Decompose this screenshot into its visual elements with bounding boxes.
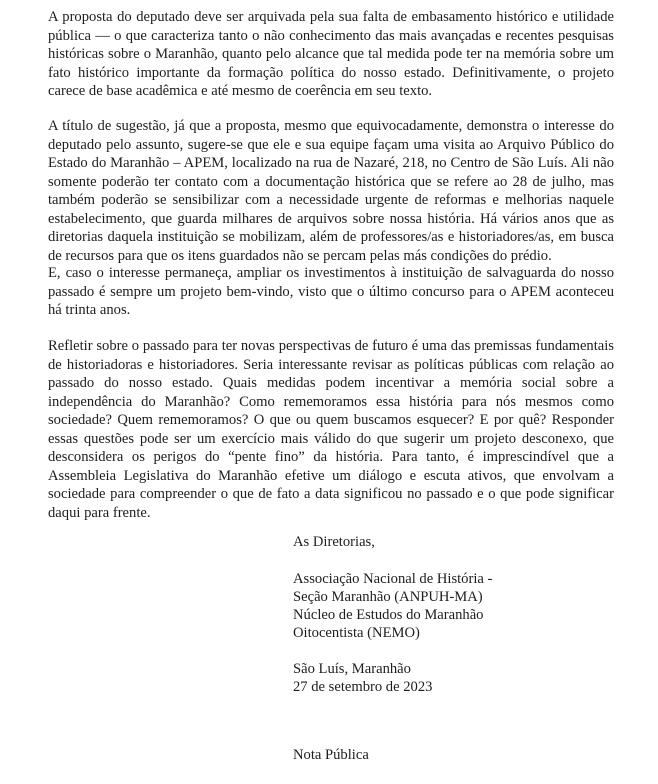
signature-org-line: Oitocentista (NEMO) <box>293 625 420 641</box>
paragraph-archive-proposal: A proposta do deputado deve ser arquivada pela sua falta de embasamento histórico e utilidade pública — o que caracteriza tanto o não conhecimento das mais avançadas e recentes pesquisas históricas sobre o Maranhão, quanto pelo alcance que tal medida pode ter na memória sobre um fato histórico importante da formação política do nosso estado. Definitivamente, o projeto carece de base acadêmica e até mesmo de coerência em seu texto. <box>48 9 614 99</box>
paragraph-investments: E, caso o interesse permaneça, ampliar os investimentos à instituição de salvaguarda do nosso passado é sempre um projeto bem-vindo, visto que o último concurso para o APEM aconteceu há trinta anos. <box>48 265 614 318</box>
signature-org-line: Seção Maranhão (ANPUH-MA) <box>293 589 483 605</box>
signature-date: 27 de setembro de 2023 <box>293 679 433 695</box>
signature-org-line: Associação Nacional de História - <box>293 571 493 587</box>
signature-org-line: Núcleo de Estudos do Maranhão <box>293 607 484 623</box>
footer-title: Nota Pública <box>293 747 369 763</box>
paragraph-suggestion-apem: A título de sugestão, já que a proposta, mesmo que equivocadamente, demonstra o interesse do deputado pelo assunto, sugere-se que ele e sua equipe façam uma visita ao Arquivo Público do Estado do Maranhão – APEM, localizado na rua de Nazaré, 218, no Centro de São Luís. Ali não somente poderão ter contato com a documentação histórica que se refere ao 28 de julho, mas também poderão se sensibilizar com a necessidade urgente de reformas e melhorias naquele estabelecimento, que guarda milhares de arquivos sobre nossa história. Há vários anos que as diretorias daquela instituição se mobilizam, além de professores/as e historiadores/as, em busca de recursos para que os itens guardados não se percam pelas más condições do prédio. <box>48 118 614 264</box>
paragraph-reflection: Refletir sobre o passado para ter novas perspectivas de futuro é uma das premissas fundamentais de historiadoras e historiadores. Seria interessante revisar as políticas públicas com relação ao passado do nosso estado. Quais medidas podem incentivar a memória social sobre a independência do Maranhão? Como rememoramos essa história para nós mesmos como sociedade? Quem rememoramos? O que ou quem buscamos esquecer? E por quê? Responder essas questões pode ser um exercício mais válido do que sugerir um projeto desconexo, que desconsidera os perigos do “pente fino” da história. Para tanto, é imprescindível que a Assembleia Legislativa do Maranhão efetive um diálogo e escuta ativos, que envolvam a sociedade para compreender o que de fato a data significou no passado e o que pode significar daqui para frente. <box>48 338 614 521</box>
signature-greeting: As Diretorias, <box>293 534 375 550</box>
signature-place: São Luís, Maranhão <box>293 661 411 677</box>
